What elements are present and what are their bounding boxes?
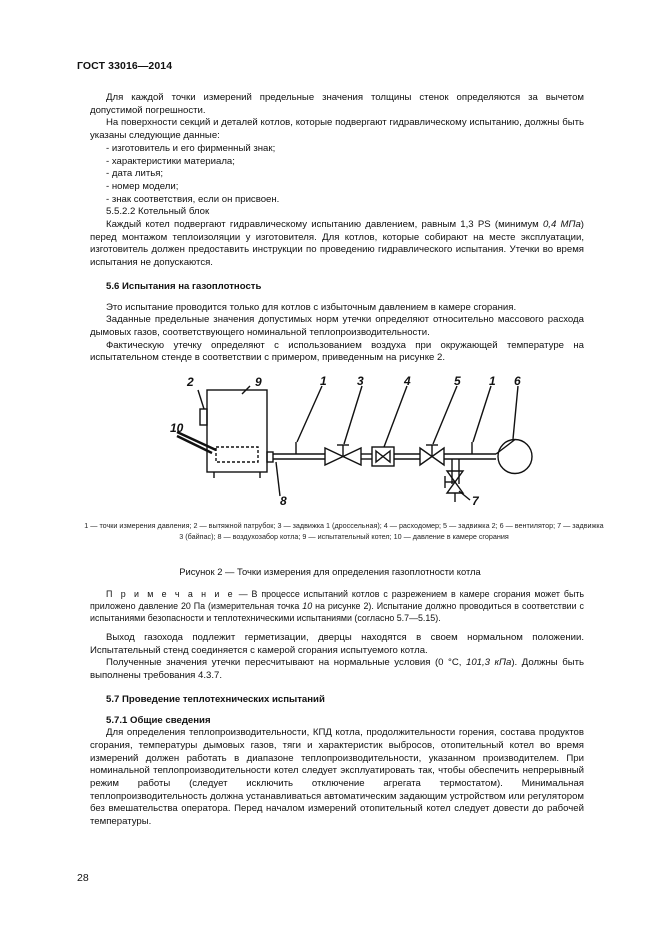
callout-exhaust-socket: 2 — [187, 375, 194, 389]
figure-legend: 1 — точки измерения давления; 2 — вытяжной патрубок; 3 — задвижка 1 (дроссельная); 4 — расходомер; 5 — задвижка 2; 6 — вентилятор; 7 — задвижка 3 (байпас); 8 — воздухозабор котла; 9 — испытательный котел; 10 — давление в камере сгорания — [84, 521, 604, 541]
callout-flowmeter: 4 — [404, 374, 411, 388]
paragraph-marking-data: На поверхности секций и деталей котлов, которые подвергают гидравлическому испытанию, должны быть указаны следующие данные: — [90, 117, 584, 142]
spacer — [90, 270, 584, 281]
callout-pressure-point-right: 1 — [489, 374, 496, 388]
section-56-title: 5.6 Испытания на газоплотность — [106, 280, 262, 292]
paragraph-actual-leakage: Фактическую утечку определяют с использованием воздуха при окружающей температуре на испытательном стенде в соответствии с примером, приведенным на рисунке 2. — [90, 339, 584, 364]
note-label: П р и м е ч а н и е — [106, 589, 235, 599]
paragraph-wall-thickness: Для каждой точки измерений предельные значения толщины стенок определяются за вычетом допустимой погрешности. — [90, 92, 584, 116]
spacer — [90, 683, 584, 694]
figure-note — [90, 588, 584, 624]
valve-7-shape — [447, 471, 463, 482]
list-item: - номер модели; — [106, 180, 179, 192]
lower-text-block — [90, 588, 584, 829]
page-number: 28 — [77, 872, 89, 884]
document-header: ГОСТ 33016—2014 — [77, 60, 173, 72]
exhaust-socket-shape — [200, 409, 207, 425]
text-run-italic: 10 — [302, 601, 313, 611]
valve-5-shape — [420, 448, 432, 465]
paragraph-limit-values: Заданные предельные значения допустимых норм утечки определяют относительно массового расхода дымовых газов, соответствующего номинальной теплопроизводительности. — [90, 314, 584, 338]
combustion-chamber-shape — [216, 447, 258, 462]
spacer — [90, 624, 584, 632]
list-item: - знак соответствия, если он присвоен. — [106, 193, 280, 205]
spacer — [90, 294, 584, 302]
text-run-italic: 101,3 кПа — [466, 657, 512, 669]
callout-valve-5: 5 — [454, 374, 461, 388]
spacer — [90, 707, 584, 715]
paragraph-flue-sealing: Выход газохода подлежит герметизации, дверцы находятся в своем нормальном положении. Испытательный стенд соединяется с камерой сгорания испытуемого котла. — [90, 632, 584, 656]
gas-tightness-test-diagram — [150, 372, 570, 517]
paragraph-normal-conditions — [90, 657, 584, 682]
list-item: - характеристики материала; — [106, 155, 235, 167]
fan-shape — [498, 440, 532, 474]
subsection-5522-title: 5.5.2.2 Котельный блок — [106, 206, 210, 218]
paragraph-hydraulic-test — [90, 219, 584, 270]
valve-3-shape — [325, 448, 343, 465]
text-run: ). Должны быть выполнены требования 4.3.7. — [90, 657, 584, 682]
list-item: - дата литья; — [106, 168, 164, 180]
paragraph-thermal-tests: Для определения теплопроизводительности, КПД котла, продолжительности горения, состава продуктов сгорания, температуры дымовых газов, тяги и характеристик выбросов, отопительный котел во время измерений должен работать в диапазоне теплопроизводительности, указанном производителем. При номинальной теплопроизводительности котел следует эксплуатировать так, чтобы обеспечить непрерывный режим работы (следует исключить отключение агрегата термостатом). Минимальная теплопроизводительность должна устанавливаться автоматическим задающим устройством или регулятором без вмешательства оператора. Перед началом измерений отопительный котел следует довести до рабочей температуры. — [90, 727, 584, 828]
text-run: на рисунке 2). Испытание должно проводиться в соответствии с испытаниями безопасности и теплотехническими испытаниями (согласно 5.7—5.15). — [90, 601, 584, 623]
subsection-571-title: 5.7.1 Общие сведения — [106, 714, 211, 726]
air-intake-shape — [267, 452, 273, 462]
callout-valve-3: 3 — [357, 374, 364, 388]
callout-pressure-point: 1 — [320, 374, 327, 388]
text-run: ) перед монтажом теплоизоляции у изготовителя. Для котлов, которые собирают на месте эксплуатации, изготовитель должен предоставить инструкции по проведению гидравлического испытания. Утечки во время испытания не допускаются. — [90, 219, 584, 269]
callout-air-intake: 8 — [280, 494, 287, 508]
list-item: - изготовитель и его фирменный знак; — [106, 142, 276, 154]
section-57-title: 5.7 Проведение теплотехнических испытаний — [106, 693, 325, 705]
callout-test-boiler: 9 — [255, 375, 262, 389]
callout-valve-7: 7 — [472, 494, 479, 508]
callout-chamber-pressure: 10 — [170, 421, 184, 435]
text-run-italic: 0,4 МПа — [542, 219, 581, 231]
paragraph-overpressure: Это испытание проводится только для котлов с избыточным давлением в камере сгорания. — [106, 301, 517, 313]
figure-caption: Рисунок 2 — Точки измерения для определения газоплотности котла — [179, 566, 481, 577]
callout-fan: 6 — [514, 374, 521, 388]
upper-text-block — [90, 92, 584, 365]
text-run: Каждый котел подвергают гидравлическому испытанию давлением, равным 1,3 PS (минимум — [106, 219, 543, 231]
text-run: Полученные значения утечки пересчитывают на нормальные условия (0 °С, — [106, 657, 466, 669]
text-run: — В процессе испытаний котлов с разрежением в камере сгорания может быть приложено давление 20 Па (измерительная точка — [90, 589, 585, 611]
